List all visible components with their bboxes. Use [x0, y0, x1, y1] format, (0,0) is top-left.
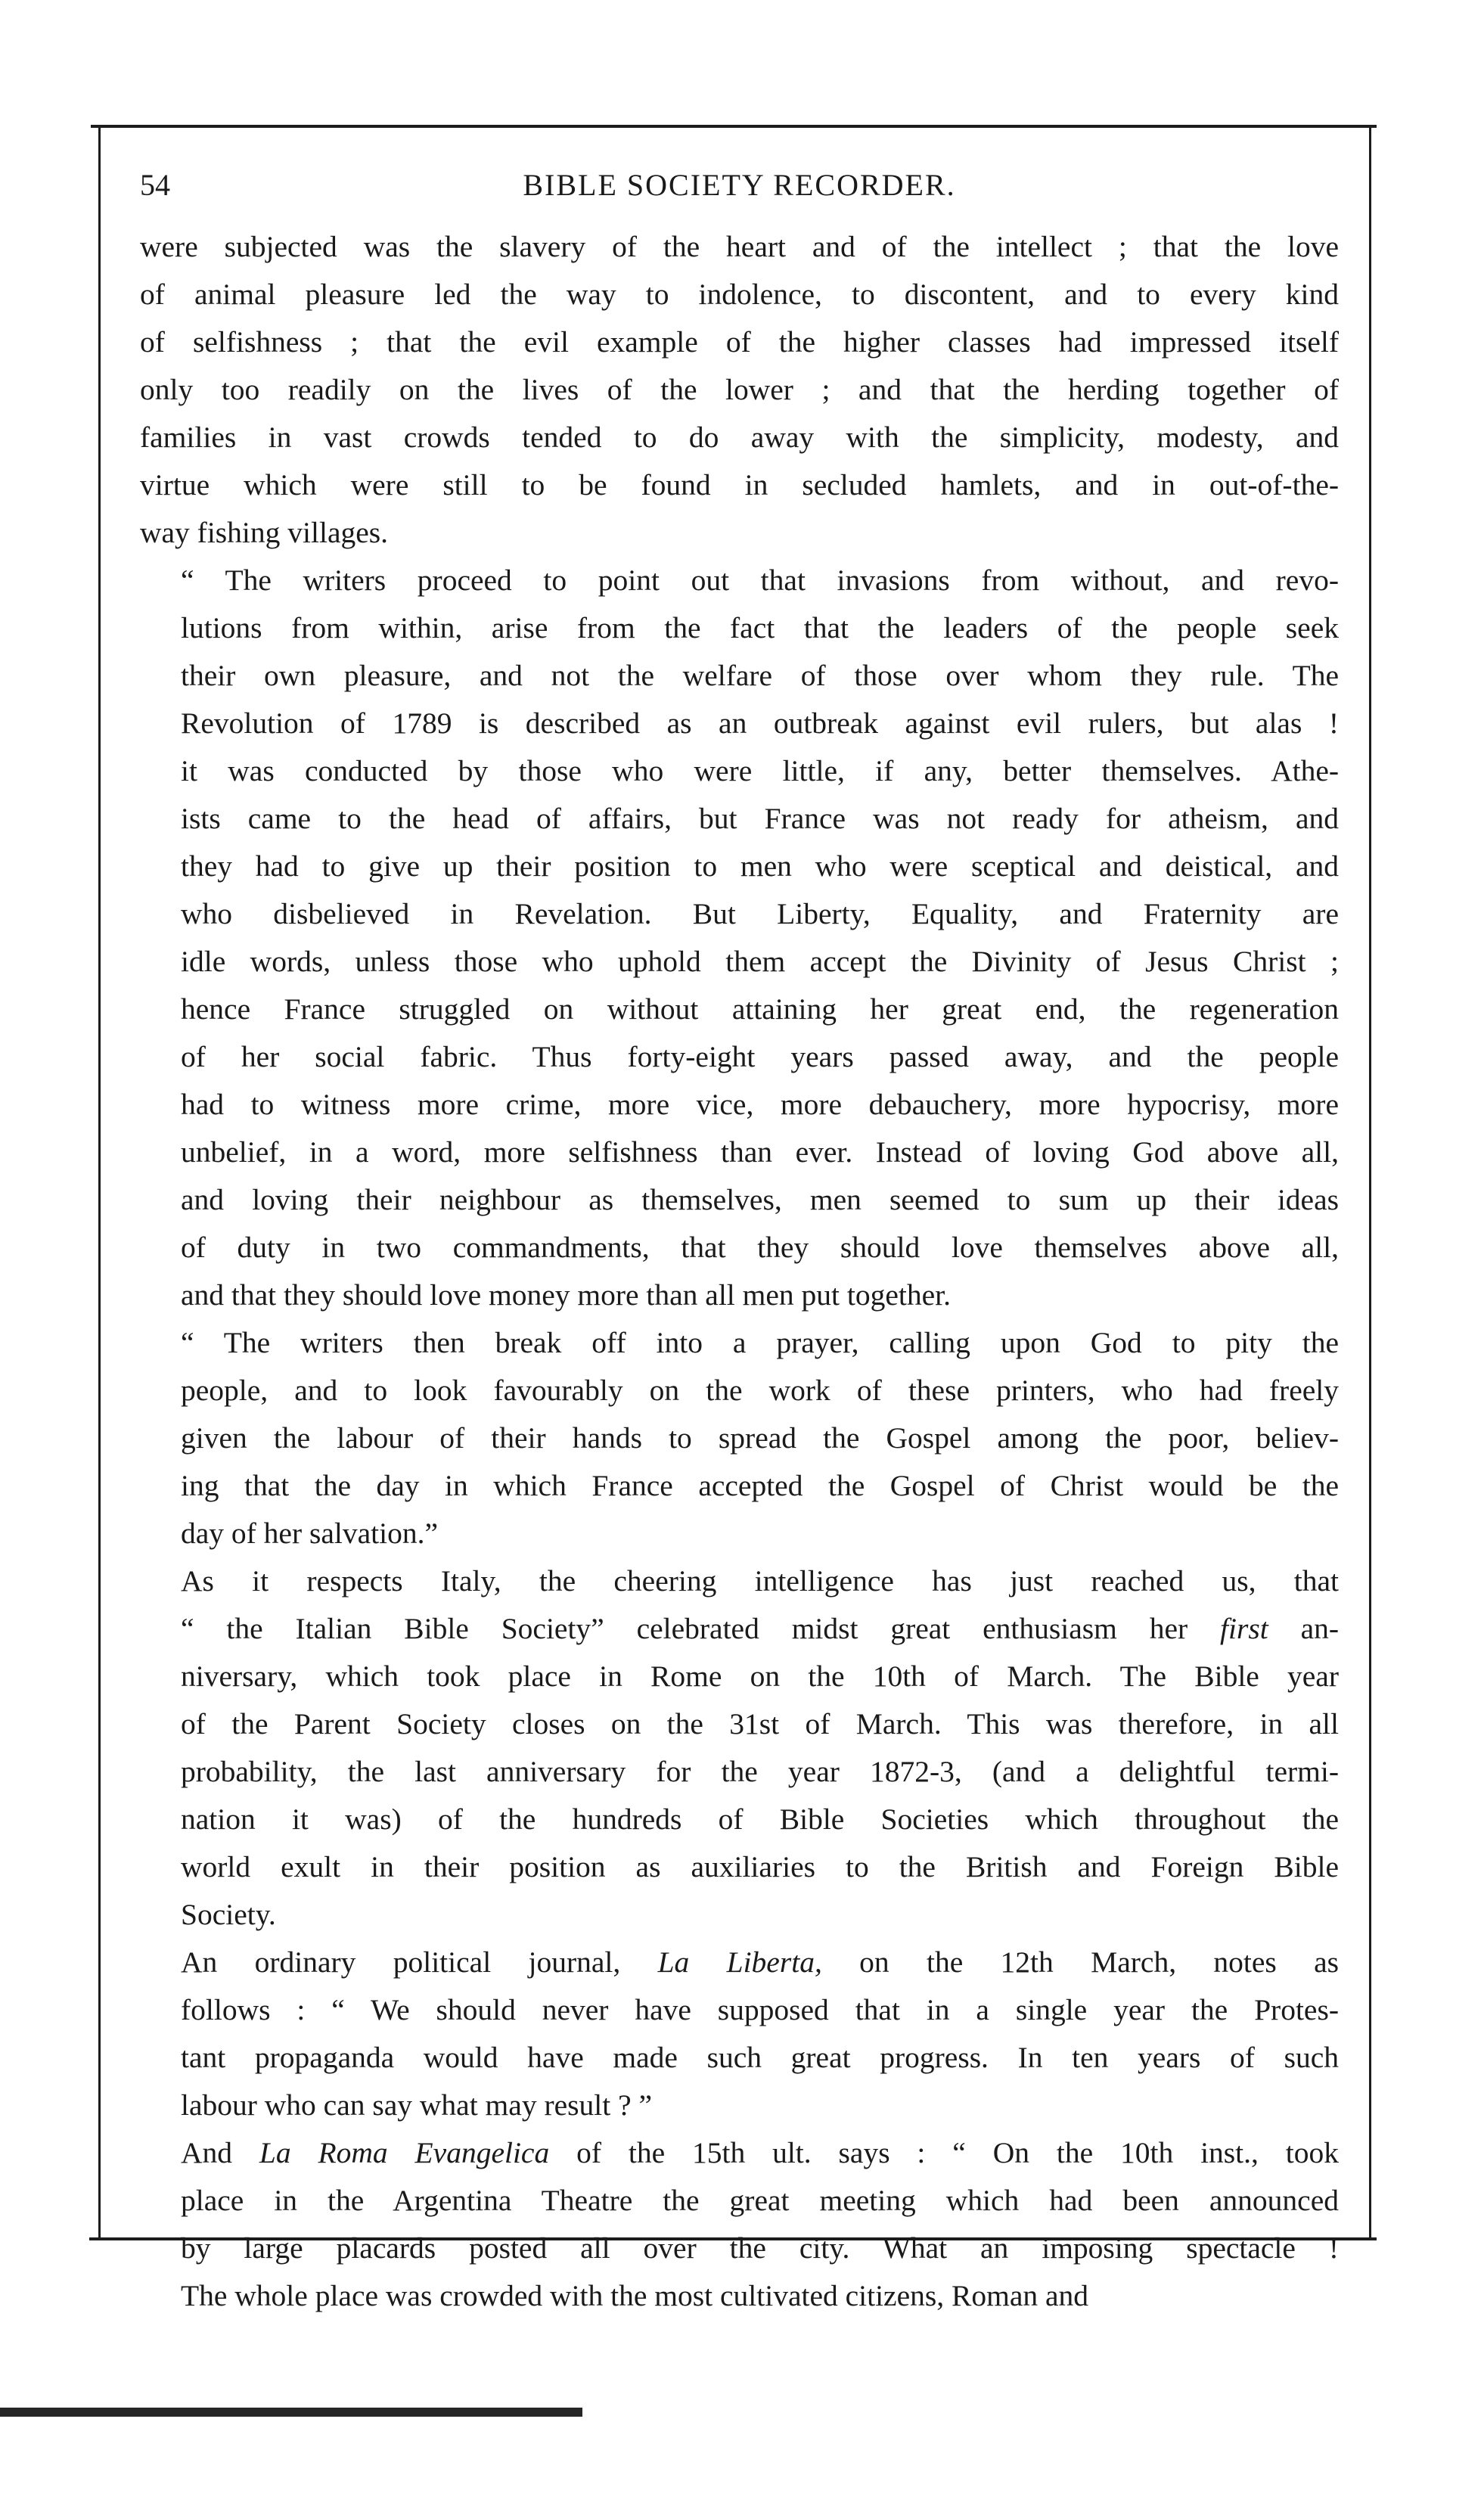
text-line: way fishing villages.	[140, 516, 389, 549]
text-line: world exult in their position as auxiliaries to the British and Foreign Bible	[181, 1850, 1339, 1883]
page-header	[140, 163, 1339, 223]
text-line: Society.	[181, 1898, 276, 1931]
text-line: by large placards posted all over the city. What an imposing spectacle !	[181, 2231, 1339, 2265]
body-text	[140, 223, 1339, 2320]
left-border-rule	[98, 125, 101, 2239]
paragraph	[140, 1319, 1339, 1557]
text-line: they had to give up their position to men who were sceptical and deistical, and	[181, 849, 1339, 883]
text-line: of animal pleasure led the way to indolence, to discontent, and to every kind	[140, 278, 1339, 311]
paragraph	[140, 223, 1339, 557]
italic-title: La Liberta,	[657, 1945, 822, 1979]
text-line: were subjected was the slavery of the heart and of the intellect ; that the love	[140, 230, 1339, 263]
book-page	[140, 163, 1339, 2320]
text-line: probability, the last anniversary for the year 1872-3, (and a delightful termi-	[181, 1755, 1339, 1788]
text-line: follows : “ We should never have supposed that in a single year the Protes-	[181, 1993, 1339, 2026]
text-line: of the Parent Society closes on the 31st of March. This was therefore, in all	[181, 1707, 1339, 1740]
text-line: place in the Argentina Theatre the great meeting which had been announced	[181, 2184, 1339, 2217]
text-line: niversary, which took place in Rome on the 10th of March. The Bible year	[181, 1660, 1339, 1693]
text-line: day of her salvation.”	[181, 1517, 439, 1550]
text-line: ing that the day in which France accepted the Gospel of Christ would be the	[181, 1469, 1339, 1502]
text-line: “ The writers then break off into a prayer, calling upon God to pity the	[181, 1326, 1339, 1359]
top-border-rule	[91, 125, 1377, 128]
text-line: labour who can say what may result ? ”	[181, 2088, 653, 2122]
text-line: And La Roma Evangelica of the 15th ult. says : “ On the 10th inst., took	[181, 2136, 1339, 2169]
text-line: of selfishness ; that the evil example of the higher classes had impressed itself	[140, 325, 1339, 359]
text-line: had to witness more crime, more vice, more debauchery, more hypocrisy, more	[181, 1088, 1339, 1121]
text-line: “ The writers proceed to point out that invasions from without, and revo-	[181, 564, 1339, 597]
text-line: The whole place was crowded with the most cultivated citizens, Roman and	[181, 2279, 1089, 2312]
text-line: “ the Italian Bible Society” celebrated midst great enthusiasm her first an-	[181, 1612, 1339, 1645]
text-line: only too readily on the lives of the lower ; and that the herding together of	[140, 373, 1339, 406]
paragraph	[140, 2129, 1339, 2320]
italic-title: La Roma Evangelica	[259, 2136, 550, 2169]
text-line: and that they should love money more than all men put together.	[181, 1278, 951, 1312]
text-line: it was conducted by those who were little, if any, better themselves. Athe-	[181, 754, 1339, 787]
text-line: tant propaganda would have made such great progress. In ten years of such	[181, 2041, 1339, 2074]
paragraph	[140, 1939, 1339, 2129]
text-line: Revolution of 1789 is described as an outbreak against evil rulers, but alas !	[181, 706, 1339, 740]
text-line: their own pleasure, and not the welfare of those over whom they rule. The	[181, 659, 1339, 692]
paragraph	[140, 1557, 1339, 1939]
text-line: of duty in two commandments, that they should love themselves above all,	[181, 1231, 1339, 1264]
text-line: people, and to look favourably on the work of these printers, who had freely	[181, 1374, 1339, 1407]
text-line: given the labour of their hands to spread the Gospel among the poor, believ-	[181, 1421, 1339, 1455]
text-line: lutions from within, arise from the fact that the leaders of the people seek	[181, 611, 1339, 644]
scan-edge-bar	[0, 2408, 582, 2417]
text-line: idle words, unless those who uphold them accept the Divinity of Jesus Christ ;	[181, 945, 1339, 978]
text-line: As it respects Italy, the cheering intelligence has just reached us, that	[181, 1564, 1339, 1598]
text-line: who disbelieved in Revelation. But Liberty, Equality, and Fraternity are	[181, 897, 1339, 930]
text-line: An ordinary political journal, La Liberta, on the 12th March, notes as	[181, 1945, 1339, 1979]
text-line: unbelief, in a word, more selfishness than ever. Instead of loving God above all,	[181, 1135, 1339, 1169]
italic-title: first	[1220, 1612, 1268, 1645]
running-head: BIBLE SOCIETY RECORDER.	[523, 168, 956, 202]
text-line: virtue which were still to be found in secluded hamlets, and in out-of-the-	[140, 468, 1339, 501]
text-line: ists came to the head of affairs, but France was not ready for atheism, and	[181, 802, 1339, 835]
text-line: of her social fabric. Thus forty-eight years passed away, and the people	[181, 1040, 1339, 1073]
paragraph	[140, 557, 1339, 1319]
text-line: hence France struggled on without attaining her great end, the regeneration	[181, 992, 1339, 1026]
text-line: and loving their neighbour as themselves, men seemed to sum up their ideas	[181, 1183, 1339, 1216]
text-line: nation it was) of the hundreds of Bible Societies which throughout the	[181, 1802, 1339, 1836]
page-number: 54	[140, 168, 170, 202]
text-line: families in vast crowds tended to do away with the simplicity, modesty, and	[140, 421, 1339, 454]
right-border-rule	[1369, 125, 1371, 2239]
